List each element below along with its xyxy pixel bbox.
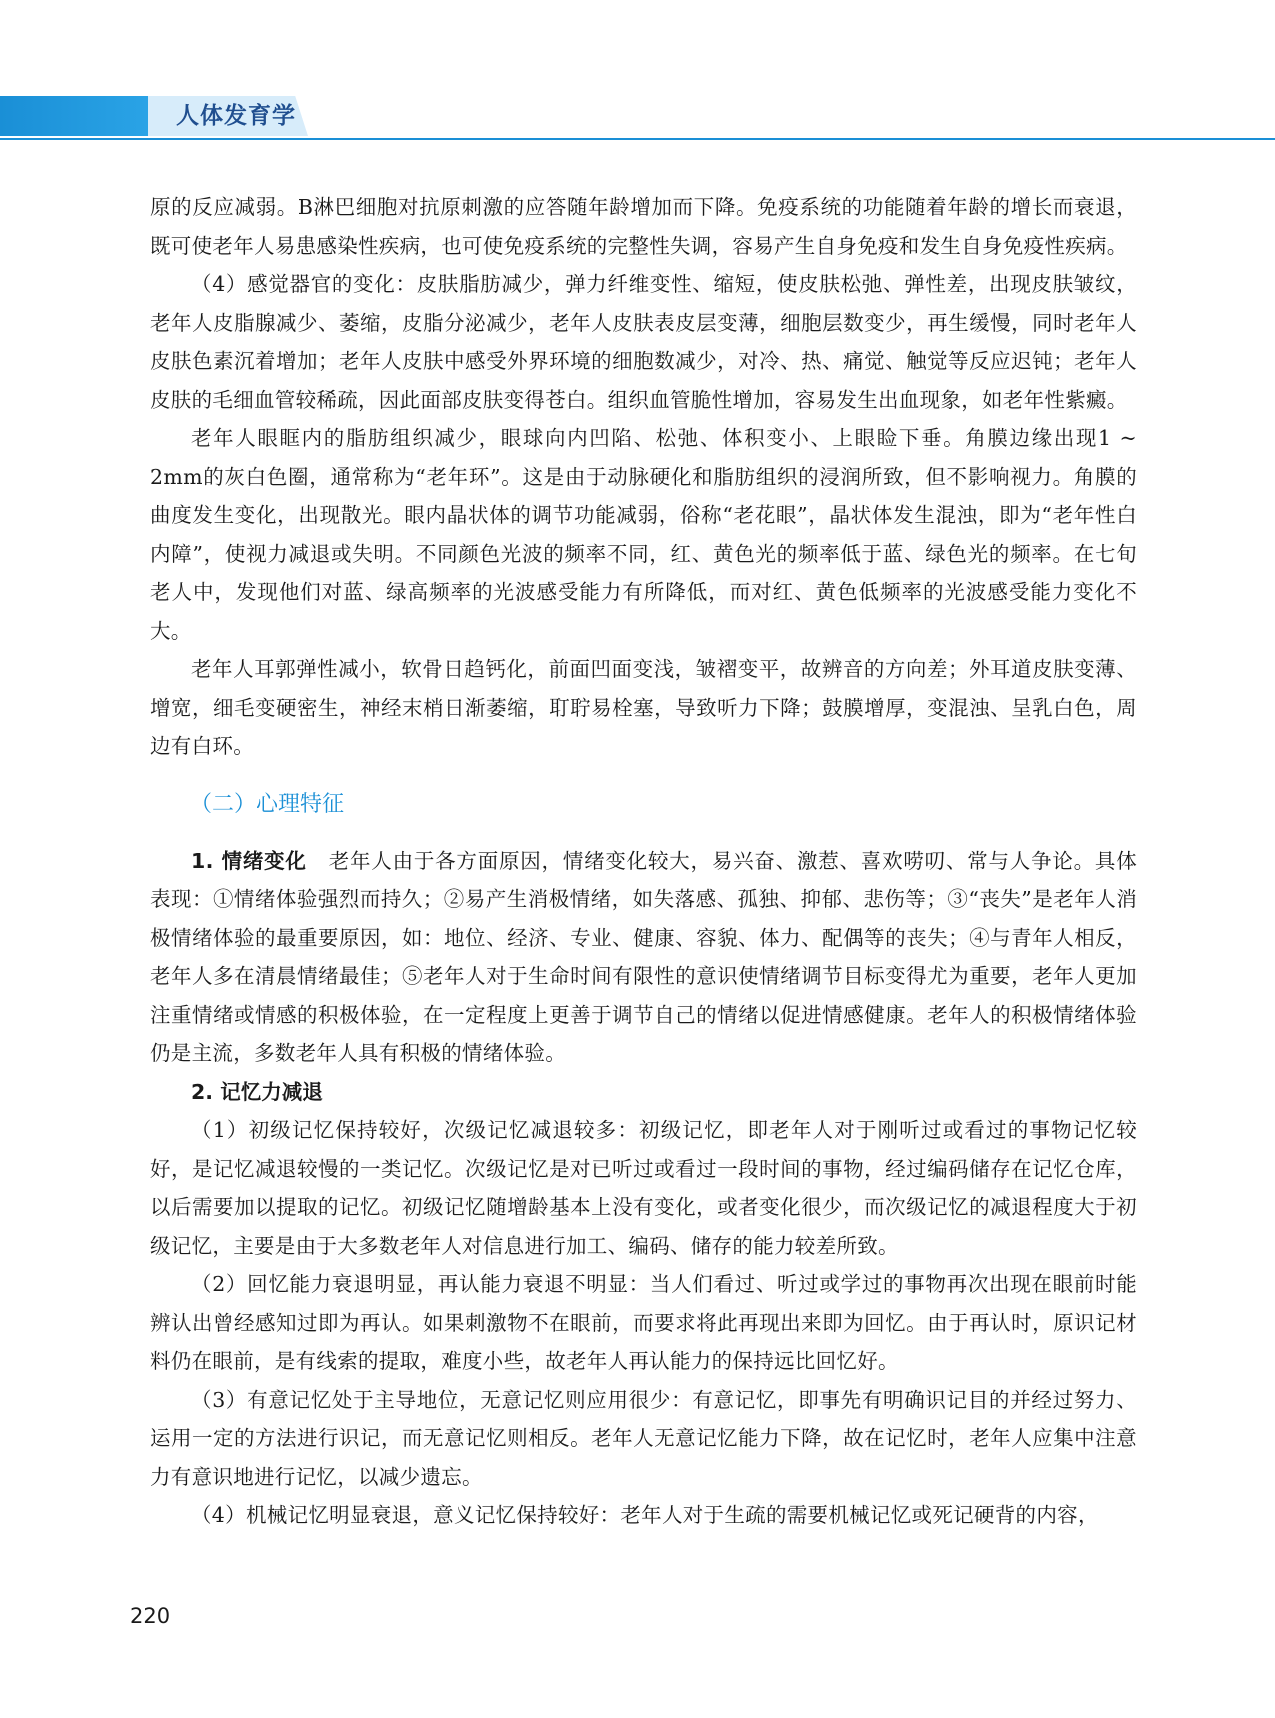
- book-title: 人体发育学: [176, 103, 296, 129]
- paragraph-memory-4: （4）机械记忆明显衰退，意义记忆保持较好：老年人对于生疏的需要机械记忆或死记硬背的内容，: [191, 1503, 1099, 1527]
- emotion-text: 老年人由于各方面原因，情绪变化较大，易兴奋、激惹、喜欢唠叨、常与人争论。具体表现：①情绪体验强烈而持久；②易产生消极情绪，如失落感、孤独、抑郁、悲伤等；③“丧失”是老年人消极情绪体验的最重要原因，如：地位、经济、专业、健康、容貌、体力、配偶等的丧失；④与青年人相反，老年人多在清晨情绪最佳；⑤老年人对于生命时间有限性的意识使情绪调节目标变得尤为重要，老年人更加注重情绪或情感的积极体验，在一定程度上更善于调节自己的情绪以促进情感健康。老年人的积极情绪体验仍是主流，多数老年人具有积极的情绪体验。: [150, 848, 1137, 1065]
- header-rule: [0, 138, 1275, 140]
- paragraph-sensory-skin: （4）感觉器官的变化：皮肤脂肪减少，弹力纤维变性、缩短，使皮肤松弛、弹性差，出现皮肤皱纹，老年人皮脂腺减少、萎缩，皮脂分泌减少，老年人皮肤表皮层变薄，细胞层数变少，再生缓慢，同时老年人皮肤色素沉着增加；老年人皮肤中感受外界环境的细胞数减少，对冷、热、痛觉、触觉等反应迟钝；老年人皮肤的毛细血管较稀疏，因此面部皮肤变得苍白。组织血管脆性增加，容易发生出血现象，如老年性紫癜。: [150, 272, 1137, 412]
- paragraph-sensory-eye: 老年人眼眶内的脂肪组织减少，眼球向内凹陷、松弛、体积变小、上眼睑下垂。角膜边缘出现1 ~ 2mm的灰白色圈，通常称为“老年环”。这是由于动脉硬化和脂肪组织的浸润所致，但不影响视力。角膜的曲度发生变化，出现散光。眼内晶状体的调节功能减弱，俗称“老花眼”，晶状体发生混浊，即为“老年性白内障”，使视力减退或失明。不同颜色光波的频率不同，红、黄色光的频率低于蓝、绿色光的频率。在七旬老人中，发现他们对蓝、绿高频率的光波感受能力有所降低，而对红、黄色低频率的光波感受能力变化不大。: [150, 426, 1137, 643]
- header-color-band: [0, 96, 148, 136]
- section-title-psychology: （二）心理特征: [190, 791, 345, 817]
- paragraph-sensory-ear: 老年人耳郭弹性减小，软骨日趋钙化，前面凹面变浅，皱褶变平，故辨音的方向差；外耳道皮肤变薄、增宽，细毛变硬密生，神经末梢日渐萎缩，耵聍易栓塞，导致听力下降；鼓膜增厚，变混浊、呈乳白色，周边有白环。: [150, 657, 1137, 758]
- paragraph-memory-1: （1）初级记忆保持较好，次级记忆减退较多：初级记忆，即老年人对于刚听过或看过的事物记忆较好，是记忆减退较慢的一类记忆。次级记忆是对已听过或看过一段时间的事物，经过编码储存在记忆仓库，以后需要加以提取的记忆。初级记忆随增龄基本上没有变化，或者变化很少，而次级记忆的减退程度大于初级记忆，主要是由于大多数老年人对信息进行加工、编码、储存的能力较差所致。: [150, 1118, 1137, 1258]
- paragraph-memory-2: （2）回忆能力衰退明显，再认能力衰退不明显：当人们看过、听过或学过的事物再次出现在眼前时能辨认出曾经感知过即为再认。如果刺激物不在眼前，而要求将此再现出来即为回忆。由于再认时，原识记材料仍在眼前，是有线索的提取，难度小些，故老年人再认能力的保持远比回忆好。: [150, 1272, 1137, 1373]
- paragraph-emotion: [150, 842, 1137, 1073]
- page-content: [150, 188, 1137, 1535]
- emotion-heading: 1. 情绪变化: [191, 848, 307, 873]
- paragraph-memory-3: （3）有意记忆处于主导地位，无意记忆则应用很少：有意记忆，即事先有明确识记目的并经过努力、运用一定的方法进行识记，而无意记忆则相反。老年人无意记忆能力下降，故在记忆时，老年人应集中注意力有意识地进行记忆，以减少遗忘。: [150, 1387, 1137, 1489]
- memory-heading: 2. 记忆力减退: [191, 1079, 323, 1104]
- page-header: [0, 0, 1275, 140]
- page-number: 220: [130, 1604, 171, 1628]
- paragraph-continuation: 原的反应减弱。B淋巴细胞对抗原刺激的应答随年龄增加而下降。免疫系统的功能随着年龄的增长而衰退，既可使老年人易患感染性疾病，也可使免疫系统的完整性失调，容易产生自身免疫和发生自身免疫性疾病。: [150, 195, 1137, 258]
